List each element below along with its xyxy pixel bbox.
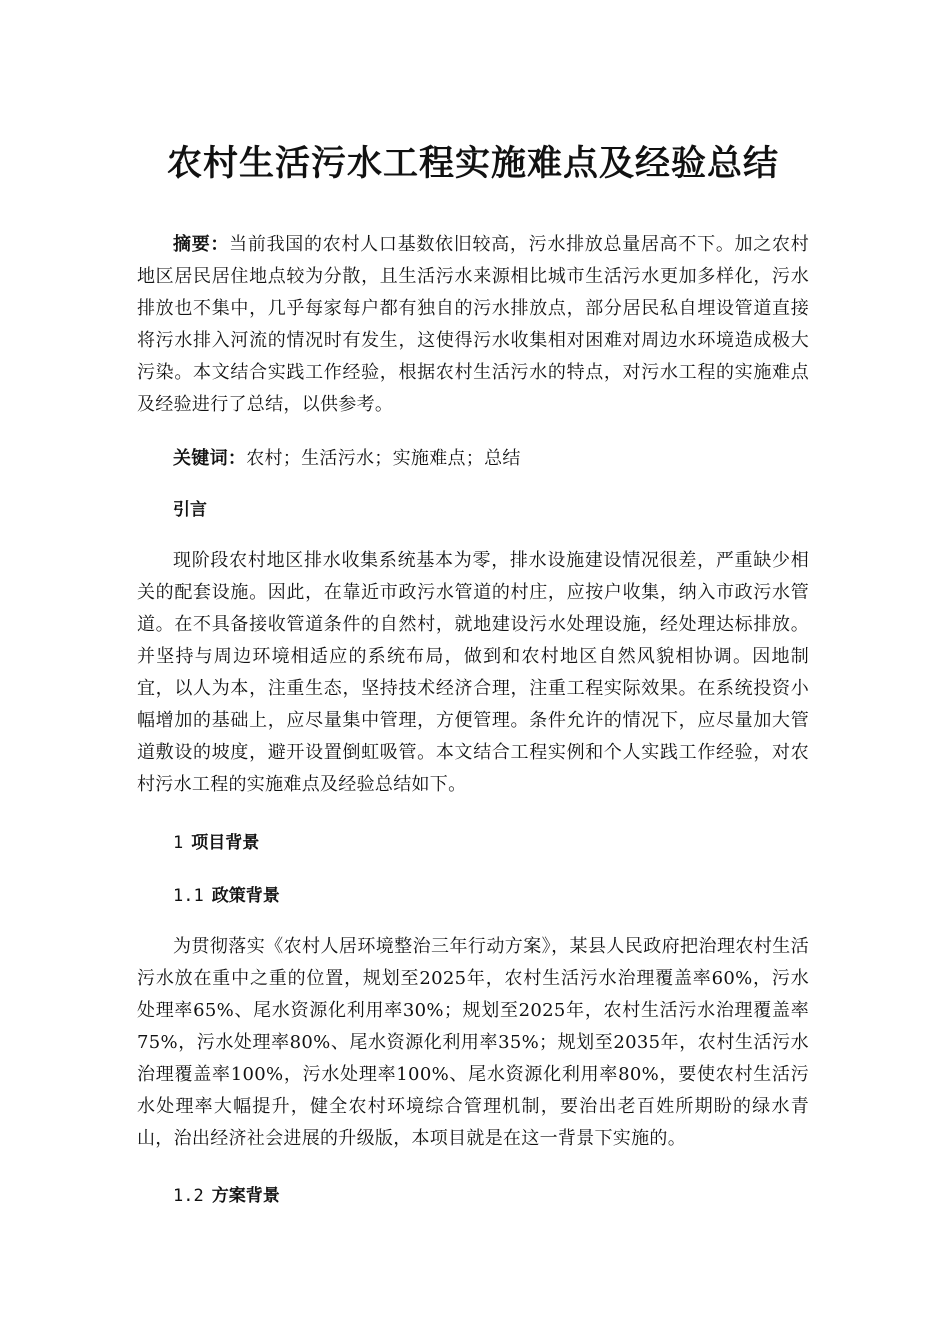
- abstract-text: 当前我国的农村人口基数依旧较高，污水排放总量居高不下。加之农村地区居民居住地点较为分散，且生活污水来源相比城市生活污水更加多样化，污水排放也不集中，几乎每家每户都有独自的污水排放点，部分居民私自埋设管道直接将污水排入河流的情况时有发生，这使得污水收集相对困难对周边水环境造成极大污染。本文结合实践工作经验，根据农村生活污水的特点，对污水工程的实施难点及经验进行了总结，以供参考。: [137, 234, 809, 415]
- abstract-label: 摘要：: [173, 234, 230, 255]
- abstract-paragraph: [137, 229, 809, 421]
- section-1-2-heading: [173, 1180, 280, 1212]
- section-1-1-heading: [173, 880, 280, 912]
- section-1-1-paragraph: 为贯彻落实《农村人居环境整治三年行动方案》，某县人民政府把治理农村生活污水放在重中之重的位置，规划至2025年，农村生活污水治理覆盖率60%，污水处理率65%、尾水资源化利用率30%；规划至2025年，农村生活污水治理覆盖率75%，污水处理率80%、尾水资源化利用率35%；规划至2035年，农村生活污水治理覆盖率100%，污水处理率100%、尾水资源化利用率80%，要使农村生活污水处理率大幅提升，健全农村环境综合管理机制，要治出老百姓所期盼的绿水青山，治出经济社会进展的升级版，本项目就是在这一背景下实施的。: [137, 936, 809, 1149]
- section-1-number: 1: [173, 833, 184, 853]
- section-1-2-number: 1.2: [173, 1186, 204, 1206]
- keywords-text: 农村；生活污水；实施难点；总结: [246, 448, 521, 469]
- section-1-title: 项目背景: [191, 833, 260, 853]
- intro-paragraph: 现阶段农村地区排水收集系统基本为零，排水设施建设情况很差，严重缺少相关的配套设施。因此，在靠近市政污水管道的村庄，应按户收集，纳入市政污水管道。在不具备接收管道条件的自然村，就地建设污水处理设施，经处理达标排放。并坚持与周边环境相适应的系统布局，做到和农村地区自然风貌相协调。因地制宜，以人为本，注重生态，坚持技术经济合理，注重工程实际效果。在系统投资小幅增加的基础上，应尽量集中管理，方便管理。条件允许的情况下，应尽量加大管道敷设的坡度，避开设置倒虹吸管。本文结合工程实例和个人实践工作经验，对农村污水工程的实施难点及经验总结如下。: [137, 550, 809, 795]
- document-title: 农村生活污水工程实施难点及经验总结: [166, 144, 779, 184]
- intro-heading: 引言: [173, 500, 207, 520]
- section-1-1-number: 1.1: [173, 886, 204, 906]
- keywords-paragraph: [137, 443, 809, 475]
- keywords-label: 关键词：: [173, 448, 247, 469]
- section-1-2-title: 方案背景: [211, 1186, 280, 1206]
- section-1-heading: [173, 827, 259, 859]
- section-1-1-title: 政策背景: [211, 886, 280, 906]
